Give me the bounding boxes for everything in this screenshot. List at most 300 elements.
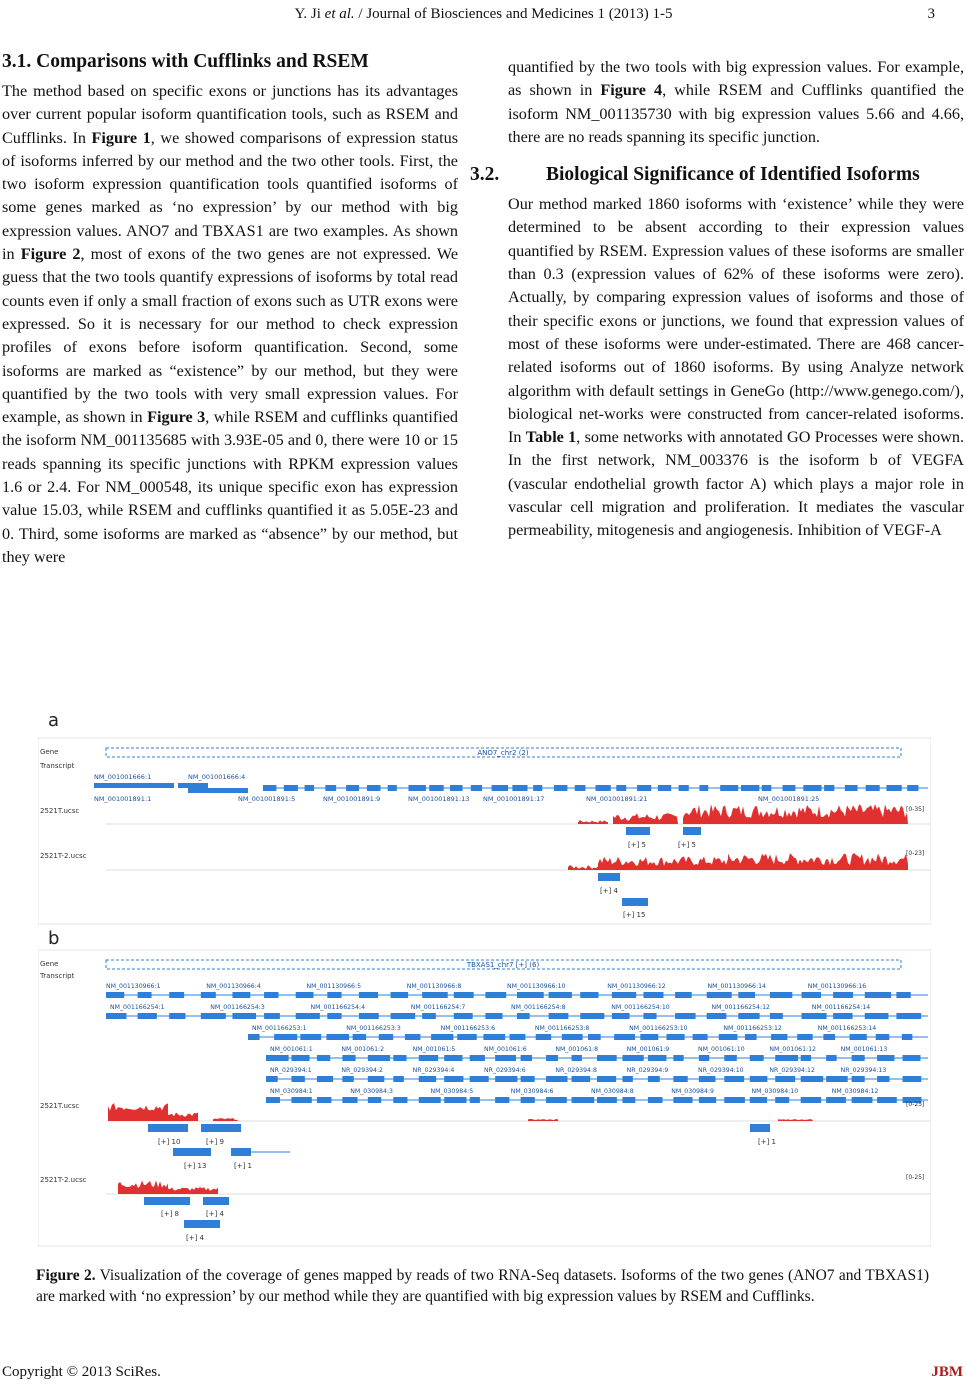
transcript-tbxas1-row-exon (454, 1013, 473, 1019)
transcript-ano7-row1-exon (741, 785, 759, 791)
transcript-ano7-row1-exon (554, 785, 567, 791)
transcript-label: NM_030984:6 (510, 1088, 554, 1095)
transcript-tbxas1-row-exon (317, 1076, 333, 1082)
transcript-tbxas1-row-exon (510, 1034, 526, 1040)
junction-label: [+] 4 (206, 1210, 225, 1218)
transcript-tbxas1-row-exon (572, 1097, 595, 1103)
transcript-track-label: Transcript (40, 762, 75, 770)
table-1-ref: Table 1 (525, 428, 577, 447)
text-run: quantified by the two tools with big expression values. For example, as shown in (508, 58, 964, 100)
transcript-tbxas1-row-exon (521, 1076, 535, 1082)
right-column (470, 56, 964, 543)
transcript-label: NM_001166253:6 (440, 1025, 496, 1032)
transcript-tbxas1-row-exon (648, 1076, 660, 1082)
transcript-tbxas1-row-exon (470, 1097, 480, 1103)
transcript-label: NM_001061:2 (341, 1046, 385, 1053)
transcript-tbxas1-row-exon (342, 1097, 357, 1103)
transcript-ano7-row1-exon (783, 785, 796, 791)
section-3-2-number: 3.2. (470, 164, 500, 186)
transcript-ano7-row1-exon (512, 785, 527, 791)
transcript-tbxas1-row-exon (802, 992, 821, 998)
transcript-tbxas1-row-exon (106, 992, 124, 998)
section-3-2-heading: Biological Significance of Identified Isoforms (546, 164, 920, 186)
transcript-ano7-row1-exon (408, 785, 425, 791)
transcript-tbxas1-row-exon (865, 1013, 889, 1019)
transcript-tbxas1-row-exon (770, 1013, 783, 1019)
transcript-tbxas1-row-exon (317, 1055, 330, 1061)
transcript-tbxas1-row-exon (274, 1034, 297, 1040)
transcript-ano7-row1-exon (367, 785, 381, 791)
transcript-tbxas1-row-exon (521, 1055, 532, 1061)
transcript-label: NM_001130966:12 (607, 983, 666, 990)
transcript-ano7-row1-exon (471, 785, 482, 791)
caption-text: Visualization of the coverage of genes mapped by reads of two RNA-Seq datasets. Isoforms of the two genes (ANO7 and TBXAS1) are marked with ‘no expression’ by our method while they are quantified with big expression values by RSEM and Cufflinks. (36, 1267, 929, 1305)
junction-bar (750, 1124, 770, 1132)
transcript-label: NM_001130966:16 (807, 983, 867, 990)
transcript-tbxas1-row-exon (342, 1055, 355, 1061)
transcript-label: NM_030984:9 (671, 1088, 714, 1095)
transcript-tbxas1-row-exon (296, 1013, 320, 1019)
transcript-tbxas1-row-exon (419, 1076, 436, 1082)
transcript-tbxas1-row-exon (572, 1055, 582, 1061)
transcript-label: NR_029394:8 (555, 1067, 598, 1074)
transcript-tbxas1-row-exon (444, 1055, 462, 1061)
transcript-ano7-row1-exon (305, 785, 315, 791)
transcript-tbxas1-row-exon (707, 992, 732, 998)
junction-bar (173, 1148, 211, 1156)
transcript-label: NM_001130966:5 (306, 983, 362, 990)
transcript-tbxas1-row-exon (296, 992, 314, 998)
transcript-tbxas1-row-exon (521, 1097, 535, 1103)
junction-label: [+] 8 (161, 1210, 180, 1218)
transcript-tbxas1-row-exon (536, 1034, 551, 1040)
transcript-tbxas1-row-exon (359, 992, 378, 998)
transcript-tbxas1-row-exon (770, 992, 792, 998)
transcript-ano7-row1-exon (492, 785, 508, 791)
transcript-tbxas1-row-exon (612, 1013, 630, 1019)
transcript-tbxas1-row-exon (368, 1097, 381, 1103)
header-et-al: et al. (324, 6, 355, 22)
transcript-label: NM_001166253:8 (534, 1025, 590, 1032)
transcript-tbxas1-row-exon (291, 1097, 311, 1103)
transcript-tbxas1-row-exon (266, 1097, 280, 1103)
junction-label: [+] 9 (206, 1138, 225, 1146)
transcript-tbxas1-row-exon (876, 1034, 890, 1040)
transcript-tbxas1-row-exon (379, 1034, 393, 1040)
transcript-tbxas1-row-exon (327, 992, 341, 998)
transcript-tbxas1-row-exon (724, 1055, 737, 1061)
coverage-range-label: [0-35] (906, 806, 925, 813)
transcript-label: NR_029394:10 (698, 1067, 744, 1074)
left-column (2, 50, 458, 569)
transcript-label: NM_001166253:14 (817, 1025, 877, 1032)
transcript-tbxas1-row-exon (801, 1097, 821, 1103)
transcript-tbxas1-row-exon (903, 1055, 921, 1061)
transcript-tbxas1-row-exon (719, 1034, 738, 1040)
transcript-label: NM_001166254:14 (811, 1004, 871, 1011)
transcript-tbxas1-row-exon (775, 1055, 798, 1061)
junction-label: [+] 15 (623, 911, 646, 919)
transcript-tbxas1-row-exon (393, 1055, 406, 1061)
transcript-tbxas1-row-exon (750, 1055, 764, 1061)
transcript-tbxas1-row-exon (517, 1013, 530, 1019)
transcript-label: NM_001166253:10 (629, 1025, 688, 1032)
transcript-tbxas1-row-exon (393, 1097, 407, 1103)
gene-track-label: Gene (40, 748, 59, 756)
figure-2 (38, 710, 931, 1250)
transcript-tbxas1-row-exon (454, 992, 474, 998)
junction-label: [+] 1 (234, 1162, 253, 1170)
transcript-ano7-row1-exon (596, 785, 611, 791)
transcript-ano7-row1-exon (325, 785, 336, 791)
transcript-tbxas1-row-exon (802, 1013, 827, 1019)
transcript-tbxas1-row-exon (317, 1097, 332, 1103)
transcript-tbxas1-row-exon (622, 1076, 632, 1082)
gene-track-label: Gene (40, 960, 59, 968)
transcript-label: NM_001166254:3 (210, 1004, 265, 1011)
transcript-label: NM_001130966:14 (707, 983, 766, 990)
transcript-tbxas1-row-exon (614, 1034, 635, 1040)
transcript-ano7-row1-exon (263, 785, 276, 791)
transcript-ano7-row1-exon (388, 785, 397, 791)
coverage-track-label: 2521T-2.ucsc (40, 852, 87, 860)
transcript-tbxas1-row-exon (612, 992, 636, 998)
transcript-label: NM_001061:5 (412, 1046, 456, 1053)
figure-caption (36, 1265, 929, 1307)
transcript-tbxas1-row-exon (264, 992, 278, 998)
transcript-tbxas1-row-exon (368, 1055, 390, 1061)
transcript-tbxas1-row-exon (877, 1055, 894, 1061)
transcript-label: NR_029394:13 (840, 1067, 887, 1074)
transcript-tbxas1-row-exon (419, 1097, 441, 1103)
transcript-tbxas1-row-exon (201, 992, 216, 998)
transcript-label: NM_001061:13 (840, 1046, 888, 1053)
transcript-label: NM_001130966:4 (206, 983, 261, 990)
transcript-track-label: Transcript (40, 972, 75, 980)
coverage-track-label: 2521T-2.ucsc (40, 1176, 87, 1184)
transcript-ano7-row1-exon (803, 785, 821, 791)
page-number: 3 (927, 6, 935, 22)
transcript-tbxas1-row-exon (673, 1076, 687, 1082)
transcript-tbxas1-row-exon (495, 1076, 517, 1082)
transcript-tbxas1-row-exon (138, 1013, 157, 1019)
transcript-tbxas1-row-exon (902, 1034, 913, 1040)
transcript-label: NM_030984:8 (591, 1088, 634, 1095)
genome-browser-figure (38, 710, 931, 1250)
transcript-tbxas1-row-exon (546, 1076, 567, 1082)
transcript-tbxas1-row-exon (485, 1013, 502, 1019)
transcript-tbxas1-row-exon (546, 1097, 567, 1103)
transcript-label: NM_001166254:7 (410, 1004, 466, 1011)
transcript-tbxas1-row-exon (291, 1076, 304, 1082)
transcript-tbxas1-row-exon (896, 992, 910, 998)
coverage-range-label: [0-25] (906, 1101, 925, 1108)
transcript-tbxas1-row-exon (326, 1034, 349, 1040)
transcript-tbxas1-row-exon (877, 1076, 889, 1082)
transcript-tbxas1-row-exon (648, 1097, 663, 1103)
transcript-label: NR_029394:1 (270, 1067, 312, 1074)
transcript-label: NM_001001891:17 (483, 795, 545, 803)
junction-label: [+] 1 (758, 1138, 777, 1146)
transcript-tbxas1-row-exon (201, 1013, 226, 1019)
transcript-tbxas1-row-exon (865, 992, 891, 998)
panel-a-letter: a (48, 710, 60, 731)
transcript-tbxas1-row-exon (393, 1076, 404, 1082)
transcript-tbxas1-row-exon (549, 992, 572, 998)
transcript-tbxas1-row-exon (470, 1076, 489, 1082)
transcript-tbxas1-row-exon (422, 992, 448, 998)
transcript-label: NM_001001891:9 (323, 795, 381, 803)
transcript-label: NM_030984:12 (831, 1088, 879, 1095)
transcript-ano7-row1-exon (845, 785, 858, 791)
transcript-ano7-row1-exon (637, 785, 651, 791)
transcript-ano7-row1-exon (533, 785, 542, 791)
transcript-label: NM_001166253:3 (346, 1025, 401, 1032)
transcript-tbxas1-row-exon (896, 1013, 921, 1019)
transcript-exon (188, 788, 248, 793)
transcript-label: NM_001061:10 (698, 1046, 745, 1053)
transcript-label: NM_001166253:1 (252, 1025, 307, 1032)
text-run: Our method marked 1860 isoforms with ‘existence’ while they were determined to be absent according to their expression values quantified by RSEM. Expression values of these isoforms are smaller than 0.3 (expression values of 62% of these isoforms were zero). Actually, by comparing expression values of isoforms and those of their specific exons or junctions, we found that expression values of most of these isoforms were under-estimated. There are 468 cancer-related isoforms out of 1860 isoforms. By using Analyze network algorithm with default settings in GeneGo (http://www.genego.com/), biological net-works were constructed from cancer-related isoforms. In (508, 195, 964, 447)
transcript-tbxas1-row-exon (877, 1097, 897, 1103)
transcript-exon (94, 783, 174, 788)
transcript-tbxas1-row-exon (264, 1013, 280, 1019)
transcript-tbxas1-row-exon (248, 1034, 260, 1040)
junction-bar (598, 873, 620, 881)
caption-label: Figure 2. (36, 1267, 96, 1284)
transcript-ano7-row1-exon (429, 785, 443, 791)
transcript-tbxas1-row-exon (517, 992, 544, 998)
transcript-label: NM_001166254:1 (110, 1004, 165, 1011)
transcript-ano7-row1-exon (762, 785, 772, 791)
junction-label: [+] 4 (186, 1234, 205, 1242)
transcript-tbxas1-row-exon (622, 1097, 635, 1103)
transcript-tbxas1-row-exon (640, 1034, 658, 1040)
transcript-tbxas1-row-exon (444, 1076, 463, 1082)
transcript-ano7-row1-exon (679, 785, 689, 791)
junction-bar (148, 1124, 188, 1132)
transcript-tbxas1-row-exon (801, 1076, 824, 1082)
transcript-tbxas1-row-exon (391, 992, 409, 998)
transcript-tbxas1-row-exon (852, 1055, 865, 1061)
transcript-tbxas1-row-exon (833, 1013, 852, 1019)
transcript-tbxas1-row-exon (826, 1055, 836, 1061)
transcript-label: NM_001166254:8 (511, 1004, 566, 1011)
transcript-exon (178, 783, 208, 788)
header-authors: Y. Ji (294, 6, 325, 22)
transcript-label: NM_030984:10 (751, 1088, 799, 1095)
transcript-tbxas1-row-exon (738, 1013, 759, 1019)
transcript-label: NM_001061:1 (270, 1046, 313, 1053)
transcript-tbxas1-row-exon (724, 1097, 745, 1103)
transcript-tbxas1-row-exon (588, 1034, 601, 1040)
transcript-tbxas1-row-exon (903, 1076, 922, 1082)
transcript-tbxas1-row-exon (826, 1076, 848, 1082)
transcript-tbxas1-row-exon (597, 1076, 616, 1082)
junction-bar (201, 1124, 241, 1132)
transcript-ano7-row1-exon (658, 785, 671, 791)
transcript-label: NM_001166254:10 (611, 1004, 670, 1011)
transcript-ano7-row1-exon (907, 785, 918, 791)
panel-b-letter: b (48, 928, 60, 949)
transcript-tbxas1-row-exon (852, 1076, 865, 1082)
transcript-tbxas1-row-exon (797, 1034, 812, 1040)
section-3-1-paragraph (2, 80, 458, 569)
transcript-tbxas1-row-exon (470, 1055, 485, 1061)
transcript-ano7-row1-exon (866, 785, 880, 791)
transcript-tbxas1-row-exon (750, 1076, 768, 1082)
transcript-label: NM_001061:9 (626, 1046, 670, 1053)
transcript-tbxas1-row-exon (444, 1097, 466, 1103)
junction-bar (683, 827, 701, 835)
journal-abbreviation: JBM (931, 1364, 963, 1380)
transcript-tbxas1-row-exon (833, 992, 853, 998)
transcript-tbxas1-row-exon (419, 1055, 438, 1061)
running-header (0, 6, 967, 26)
transcript-tbxas1-row-exon (643, 992, 663, 998)
transcript-tbxas1-row-exon (745, 1034, 757, 1040)
transcript-tbxas1-row-exon (485, 992, 506, 998)
junction-label: [+] 4 (600, 887, 619, 895)
transcript-tbxas1-row-exon (138, 992, 152, 998)
transcript-tbxas1-row-exon (232, 992, 250, 998)
transcript-label: NM_030984:1 (270, 1088, 313, 1095)
transcript-label: NM_001001891:5 (238, 795, 296, 803)
transcript-ano7-row1-exon (886, 785, 901, 791)
junction-bar (203, 1197, 229, 1205)
coverage-track-label: 2521T.ucsc (40, 1102, 80, 1110)
transcript-tbxas1-row-exon (852, 1097, 873, 1103)
junction-bar (184, 1220, 220, 1228)
transcript-tbxas1-row-exon (580, 1013, 604, 1019)
transcript-tbxas1-row-exon (572, 1076, 591, 1082)
gene-name-label: ANO7_chr2 (2) (477, 749, 529, 757)
junction-bar (144, 1197, 190, 1205)
text-run: , we showed comparisons of expression status of isoforms inferred by our method and the two other tools. First, the two isoform expression quantification tools quantified isoforms of some genes marked as ‘no expression’ by our method with big expression values. ANO7 and TBXAS1 are two examples. As shown in (2, 128, 458, 264)
transcript-tbxas1-row-exon (291, 1055, 309, 1061)
transcript-ano7-row1-exon (450, 785, 463, 791)
transcript-tbxas1-row-exon (359, 1013, 379, 1019)
transcript-tbxas1-row-exon (431, 1034, 453, 1040)
transcript-tbxas1-row-exon (391, 1013, 416, 1019)
junction-label: [+] 5 (678, 841, 697, 849)
transcript-tbxas1-row-exon (405, 1034, 421, 1040)
transcript-label: NM_001001891:13 (408, 795, 470, 803)
transcript-ano7-row1-exon (720, 785, 738, 791)
transcript-tbxas1-row-exon (673, 1055, 683, 1061)
transcript-label: NR_029394:2 (341, 1067, 384, 1074)
transcript-tbxas1-row-exon (495, 1055, 516, 1061)
section-3-2-title (470, 163, 964, 187)
transcript-tbxas1-row-exon (699, 1055, 709, 1061)
transcript-ano7-row1-exon (575, 785, 586, 791)
panel-a-frame (38, 738, 931, 924)
figure-3-ref: Figure 3 (147, 408, 206, 427)
transcript-tbxas1-row-exon (675, 992, 692, 998)
transcript-tbxas1-row-exon (826, 1097, 846, 1103)
transcript-tbxas1-row-exon (342, 1076, 353, 1082)
transcript-label: NM_001001666:4 (188, 773, 246, 781)
transcript-tbxas1-row-exon (648, 1055, 667, 1061)
transcript-tbxas1-row-exon (562, 1034, 583, 1040)
transcript-label: NR_029394:4 (412, 1067, 455, 1074)
transcript-tbxas1-row-exon (353, 1034, 366, 1040)
transcript-tbxas1-row-exon (546, 1055, 558, 1061)
coverage-range-label: [0-23] (906, 850, 925, 857)
transcript-tbxas1-row-exon (850, 1034, 867, 1040)
transcript-tbxas1-row-exon (483, 1034, 505, 1040)
junction-label: [+] 5 (628, 841, 647, 849)
transcript-tbxas1-row-exon (266, 1055, 289, 1061)
transcript-tbxas1-row-exon (169, 1013, 185, 1019)
coverage-range-label: [0-25] (906, 1174, 925, 1181)
transcript-label: NR_029394:12 (769, 1067, 815, 1074)
transcript-label: NM_030984:3 (350, 1088, 393, 1095)
transcript-ano7-row1-exon (699, 785, 708, 791)
header-journal: / Journal of Biosciences and Medicines 1 (2013) 1-5 (354, 6, 673, 22)
transcript-tbxas1-row-exon (801, 1055, 811, 1061)
transcript-label: NM_001061:6 (484, 1046, 527, 1053)
text-run: , while RSEM and Cufflinks quantified the isoform NM_001135730 with big expression values 5.66 and 4.66, there are no reads spanning its specific junction. (508, 81, 964, 146)
transcript-label: NR_029394:6 (484, 1067, 526, 1074)
transcript-tbxas1-row-exon (422, 1013, 436, 1019)
transcript-tbxas1-row-exon (699, 1076, 716, 1082)
transcript-ano7-row1-exon (346, 785, 359, 791)
transcript-tbxas1-row-exon (707, 1013, 727, 1019)
junction-bar (231, 1148, 251, 1156)
transcript-tbxas1-row-exon (266, 1076, 278, 1082)
transcript-label: NM_001001891:1 (94, 795, 152, 803)
text-run: , while RSEM and cufflinks quantified the isoform NM_001135685 with 3.93E-05 and 0, there were 10 or 15 reads spanning its specific junctions with RPKM expression values 1.6 or 2.4. For NM_000548, its unique specific exon has expression value 15.03, while RSEM and cufflinks quantified it as 5.05E-23 and 0. Third, some isoforms are marked as “absence” by our method, but they were (2, 408, 459, 566)
transcript-tbxas1-row-exon (580, 992, 598, 998)
text-run: , some networks with annotated GO Processes were shown. In the first network, NM_003376 is the isoform b of VEGFA (vascular endothelial growth factor A) which plays a major role in vascular cell migration and proliferation. It mediates the vascular permeability, mitogenesis and angiogenesis. Inhibition of VEGF-A (508, 428, 964, 540)
transcript-tbxas1-row-exon (771, 1034, 787, 1040)
transcript-label: NM_001001666:1 (94, 773, 152, 781)
transcript-tbxas1-row-exon (675, 1013, 696, 1019)
transcript-tbxas1-row-exon (666, 1034, 684, 1040)
transcript-tbxas1-row-exon (643, 1013, 656, 1019)
figure-4-ref: Figure 4 (600, 81, 663, 100)
transcript-label: NM_001001891:21 (586, 795, 648, 803)
figure-2-ref: Figure 2 (20, 245, 81, 264)
coverage-track-label: 2521T.ucsc (40, 807, 80, 815)
transcript-tbxas1-row-exon (775, 1076, 795, 1082)
transcript-tbxas1-row-exon (368, 1076, 384, 1082)
junction-label: [+] 13 (184, 1162, 207, 1170)
junction-label: [+] 10 (158, 1138, 181, 1146)
transcript-tbxas1-row-exon (750, 1097, 767, 1103)
section-3-1-title: 3.1. Comparisons with Cufflinks and RSEM (2, 51, 369, 72)
transcript-tbxas1-row-exon (699, 1097, 716, 1103)
transcript-tbxas1-row-exon (232, 1013, 256, 1019)
transcript-label: NR_029394:9 (626, 1067, 669, 1074)
text-run: , most of exons of the two genes are not expressed. We guess that the two tools quantify expressions of isoforms by total read counts even if only a small fraction of exons such as UTR exons were expressed. So it is necessary for our method to check expression profiles of exons before isoform quantification. Second, some isoforms are marked as “existence” by our method, but they were quantified by the two tools with very small expression values. For example, as shown in (2, 245, 458, 427)
transcript-label: NM_001130966:8 (406, 983, 462, 990)
transcript-label: NM_001130966:1 (106, 983, 161, 990)
transcript-label: NM_001061:12 (769, 1046, 816, 1053)
transcript-ano7-row1-exon (824, 785, 834, 791)
transcript-tbxas1-row-exon (495, 1097, 509, 1103)
gene-name-label: TBXAS1_chr7 [+] (6) (466, 961, 540, 969)
transcript-label: NM_001166253:12 (723, 1025, 782, 1032)
junction-bar (626, 827, 650, 835)
transcript-tbxas1-row-exon (549, 1013, 569, 1019)
transcript-ano7-row1-exon (616, 785, 626, 791)
transcript-tbxas1-row-exon (775, 1097, 789, 1103)
section-3-1-continued (508, 56, 964, 149)
figure-1-ref: Figure 1 (91, 128, 151, 147)
transcript-tbxas1-row-exon (300, 1034, 321, 1040)
